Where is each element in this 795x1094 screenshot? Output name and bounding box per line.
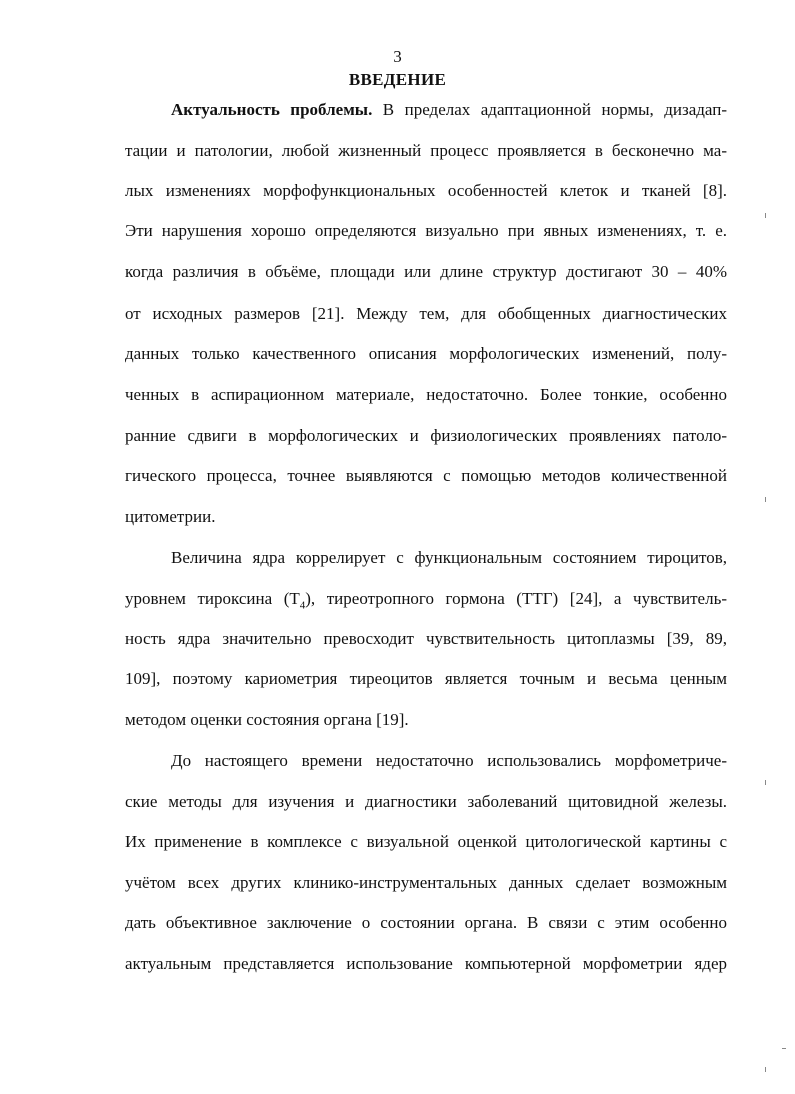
text-line: цитометрии. (125, 507, 216, 526)
lead-heading: Актуальность проблемы. (171, 100, 373, 119)
scan-mark (765, 497, 766, 502)
text-line: данных только качественного описания морфологических изменений, полу- (125, 344, 727, 363)
text-line: лых изменениях морфофункциональных особенностей клеток и тканей [8]. (125, 181, 727, 200)
text-line: гического процесса, точнее выявляются с помощью методов количественной (125, 466, 727, 485)
text-line: ченных в аспирационном материале, недостаточно. Более тонкие, особенно (125, 385, 727, 404)
text-line: учётом всех других клинико-инструментальных данных сделает возможным (125, 873, 727, 892)
text-line (171, 98, 727, 122)
text-line: ские методы для изучения и диагностики заболеваний щитовидной железы. (125, 792, 727, 811)
text-line: методом оценки состояния органа [19]. (125, 710, 409, 729)
text-line: от исходных размеров [21]. Между тем, для обобщенных диагностических (125, 304, 727, 323)
text-line: дать объективное заключение о состоянии органа. В связи с этим особенно (125, 913, 727, 932)
text-line: когда различия в объёме, площади или длине структур достигают 30 – 40% (125, 262, 727, 281)
text-line: ность ядра значительно превосходит чувствительность цитоплазмы [39, 89, (125, 629, 727, 648)
text-line: Их применение в комплексе с визуальной оценкой цитологической картины с (125, 832, 727, 851)
scan-mark (765, 780, 766, 785)
section-title: ВВЕДЕНИЕ (348, 70, 447, 89)
text-line: 109], поэтому кариометрия тиреоцитов является точным и весьма ценным (125, 669, 727, 688)
text-line: актуальным представляется использование компьютерной морфометрии ядер (125, 954, 727, 973)
page-number: 3 (393, 47, 402, 66)
scan-mark (765, 1067, 766, 1072)
scan-mark (782, 1048, 786, 1049)
text-line (125, 587, 727, 611)
text-span: уровнем тироксина (Т (125, 589, 300, 608)
text-line: До настоящего времени недостаточно использовались морфометриче- (171, 751, 727, 770)
text-line: Величина ядра коррелирует с функциональным состоянием тироцитов, (171, 548, 727, 567)
text-line: Эти нарушения хорошо определяются визуально при явных изменениях, т. е. (125, 221, 727, 240)
text-span: В пределах адаптационной нормы, дизадап- (372, 100, 727, 119)
text-span: ), тиреотропного гормона (ТТГ) [24], а чувствитель- (305, 589, 727, 608)
text-line: ранние сдвиги в морфологических и физиологических проявлениях патоло- (125, 426, 727, 445)
subscript: 4 (299, 599, 306, 612)
text-line: тации и патологии, любой жизненный процесс проявляется в бесконечно ма- (125, 141, 727, 160)
scan-mark (765, 213, 766, 218)
